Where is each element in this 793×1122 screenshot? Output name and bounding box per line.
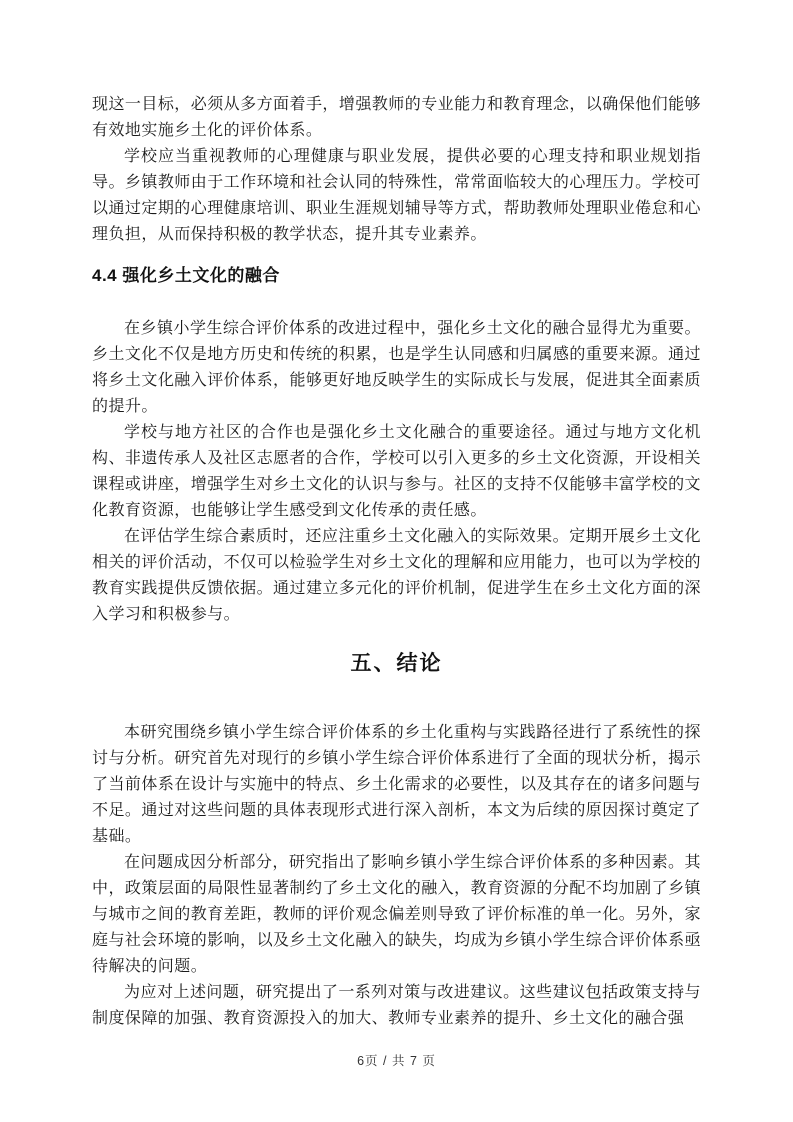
paragraph-countermeasures: 为应对上述问题，研究提出了一系列对策与改进建议。这些建议包括政策支持与制度保障的加强、教育资源投入的加大、教师专业素养的提升、乡土文化的融合强 xyxy=(92,984,701,1027)
page-number-indicator: 6页 / 共 7 页 xyxy=(357,1054,436,1068)
section-heading-4-4: 4.4 强化乡土文化的融合 xyxy=(92,266,280,285)
paragraph-cause-analysis: 在问题成因分析部分，研究指出了影响乡镇小学生综合评价体系的多种因素。其中，政策层面的局限性显著制约了乡土文化的融入，教育资源的分配不均加剧了乡镇与城市之间的教育差距，教师的评价观念偏差则导致了评价标准的单一化。另外，家庭与社会环境的影响，以及乡土文化融入的缺失，均成为乡镇小学生综合评价体系亟待解决的问题。 xyxy=(92,854,701,975)
paragraph-evaluation-effect: 在评估学生综合素质时，还应注重乡土文化融入的实际效果。定期开展乡土文化相关的评价活动，不仅可以检验学生对乡土文化的理解和应用能力，也可以为学校的教育实践提供反馈依据。通过建立多元化的评价机制，促进学生在乡土文化方面的深入学习和积极参与。 xyxy=(92,528,701,623)
paragraph-teacher-mental-health: 学校应当重视教师的心理健康与职业发展，提供必要的心理支持和职业规划指导。乡镇教师由于工作环境和社会认同的特殊性，常常面临较大的心理压力。学校可以通过定期的心理健康培训、职业生涯规划辅导等方式，帮助教师处理职业倦怠和心理负担，从而保持积极的教学状态，提升其专业素养。 xyxy=(92,148,701,243)
paragraph-research-summary: 本研究围绕乡镇小学生综合评价体系的乡土化重构与实践路径进行了系统性的探讨与分析。研究首先对现行的乡镇小学生综合评价体系进行了全面的现状分析，揭示了当前体系在设计与实施中的特点、乡土化需求的必要性，以及其存在的诸多问题与不足。通过对这些问题的具体表现形式进行深入剖析，本文为后续的原因探讨奠定了基础。 xyxy=(92,724,701,845)
paragraph-community-cooperation: 学校与地方社区的合作也是强化乡土文化融合的重要途径。通过与地方文化机构、非遗传承人及社区志愿者的合作，学校可以引入更多的乡土文化资源，开设相关课程或讲座，增强学生对乡土文化的认识与参与。社区的支持不仅能够丰富学校的文化教育资源，也能够让学生感受到文化传承的责任感。 xyxy=(92,424,701,519)
paragraph-culture-importance: 在乡镇小学生综合评价体系的改进过程中，强化乡土文化的融合显得尤为重要。乡土文化不仅是地方历史和传统的积累，也是学生认同感和归属感的重要来源。通过将乡土文化融入评价体系，能够更好地反映学生的实际成长与发展，促进其全面素质的提升。 xyxy=(92,320,701,415)
chapter-heading-conclusion: 五、结论 xyxy=(350,652,443,675)
paragraph-continuation: 现这一目标，必须从多方面着手，增强教师的专业能力和教育理念，以确保他们能够有效地实施乡土化的评价体系。 xyxy=(92,96,701,139)
